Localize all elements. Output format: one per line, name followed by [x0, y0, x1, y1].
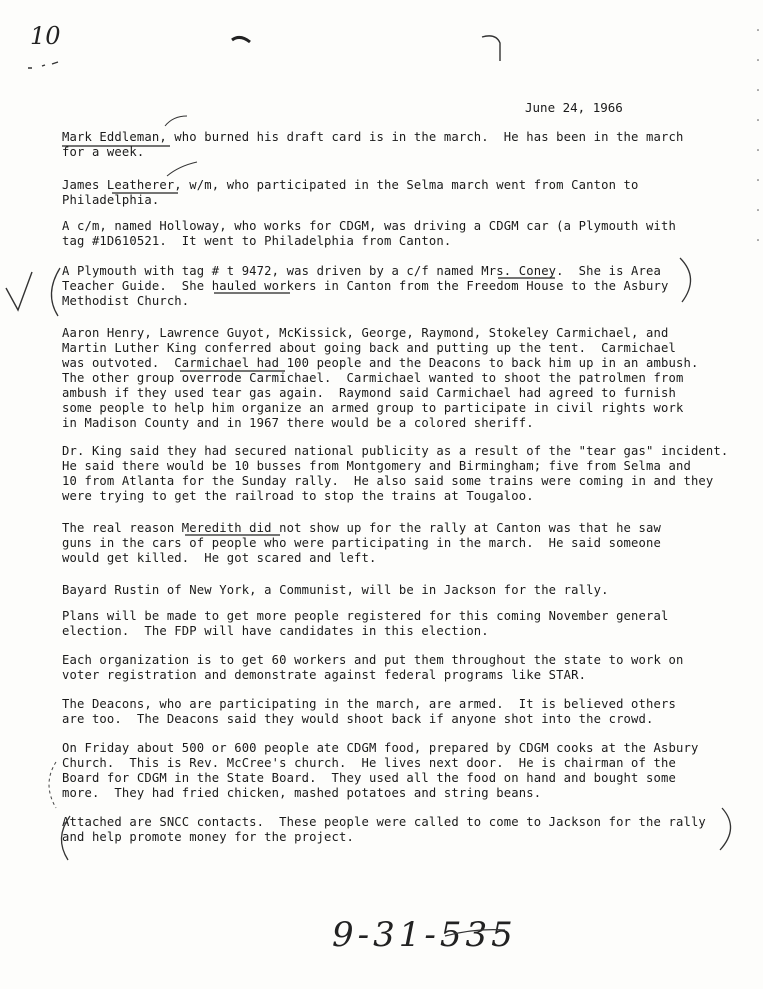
edge-dots [757, 29, 759, 241]
paragraph-plymouth: A Plymouth with tag # t 9472, was driven by a c/f named Mrs. Coney. She is Area Teacher Guide. She hauled workers in Canton from the Freedom House to the Asbury Methodist Church. [62, 264, 669, 308]
paragraph-organizations: Each organization is to get 60 workers and put them throughout the state to work on voter registration and demonstrate against federal programs like STAR. [62, 653, 684, 682]
paragraph-meredith: The real reason Meredith did not show up for the rally at Canton was that he saw guns in the cars of people who were participating in the march. He said someone would get killed. He got scared and left. [62, 521, 661, 565]
paragraph-holloway: A c/m, named Holloway, who works for CDGM, was driving a CDGM car (a Plymouth with tag #1D610521. It went to Philadelphia from Canton. [62, 219, 676, 248]
paragraph-registration: Plans will be made to get more people registered for this coming November general election. The FDP will have candidates in this election. [62, 609, 669, 638]
paragraph-rustin: Bayard Rustin of New York, a Communist, will be in Jackson for the rally. [62, 583, 609, 597]
paragraph-leatherer: James Leatherer, w/m, who participated in the Selma march went from Canton to Philadelphia. [62, 178, 639, 207]
paragraph-deacons: The Deacons, who are participating in the march, are armed. It is believed others are too. The Deacons said they would shoot back if anyone shot into the crowd. [62, 697, 676, 726]
handwritten-file-number: 9-31-535 [332, 915, 517, 955]
paragraph-cdgm-food: On Friday about 500 or 600 people ate CDGM food, prepared by CDGM cooks at the Asbury Church. This is Rev. McCree's church. He lives next door. He is chairman of the Board for CDGM in the State Board. They used all the food on hand and bought some more. They had fried chicken, mashed potatoes and string beans. [62, 741, 699, 800]
paragraph-conference: Aaron Henry, Lawrence Guyot, McKissick, George, Raymond, Stokeley Carmichael, and Martin Luther King conferred about going back and putting up the tent. Carmichael was outvoted. Carmichael had 100 people and the Deacons to back him up in an ambush. The other group overrode Carmichael. Carmichael wanted to shoot the patrolmen from ambush if they used tear gas again. Raymond said Carmichael had agreed to furnish some people to help him organize an armed group to participate in civil rights work in Madison County and in 1967 there would be a colored sheriff. [62, 326, 699, 430]
paragraph-eddleman: Mark Eddleman, who burned his draft card is in the march. He has been in the march for a week. [62, 130, 684, 159]
paragraph-sncc: Attached are SNCC contacts. These people were called to come to Jackson for the rally and help promote money for the project. [62, 815, 706, 844]
paragraph-dr-king: Dr. King said they had secured national publicity as a result of the "tear gas" incident. He said there would be 10 busses from Montgomery and Birmingham; five from Selma and 10 from Atlanta for the Sunday rally. He also said some trains were coming in and they were trying to get the railroad to stop the trains at Tougaloo. [62, 444, 729, 503]
handwritten-page-number: 10 [30, 22, 61, 50]
document-date: June 24, 1966 [525, 100, 623, 115]
